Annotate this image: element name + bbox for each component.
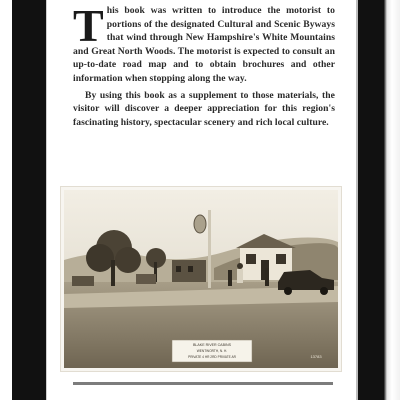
- caption-line-1: BLAKE RIVER CABINS: [193, 343, 231, 347]
- intro-paragraph-2: By using this book as a supplement to those materials, the visitor will discover a deeper appreciation for this region's fascinating history, spectacular scenery and rich local culture.: [73, 89, 335, 128]
- cabin: [136, 274, 156, 284]
- caption-line-3: PRIVATE 4 HR 2RD PRIVATE AR: [188, 355, 236, 359]
- gas-pump: [228, 270, 232, 286]
- book-spine-edge: [384, 0, 400, 400]
- vintage-cabins-photo: [64, 190, 338, 368]
- intro-paragraph-1-text: his book was written to introduce the motorist to portions of the designated Cultural and Scenic Byways that wind through New Hampshire's White Mountains and Great North Woods. The motorist is expected to consult an up-to-date road map and to obtain brochures and other information when stopping along the way.: [73, 5, 335, 84]
- footer-rule: [73, 382, 333, 385]
- gas-sign: [194, 215, 206, 233]
- sign-pole: [208, 210, 211, 288]
- intro-paragraph-1: [73, 0, 335, 86]
- book-page: [46, 0, 358, 400]
- adjacent-page-edge: [0, 0, 12, 400]
- gas-pump: [265, 268, 269, 286]
- plate-number: 13783: [310, 354, 322, 359]
- caption-line-2: WENTWORTH, N. H.: [196, 349, 228, 353]
- cabin: [72, 276, 94, 286]
- drop-cap: T: [73, 0, 104, 51]
- vintage-photo-frame: [60, 186, 342, 372]
- intro-text: [73, 0, 335, 129]
